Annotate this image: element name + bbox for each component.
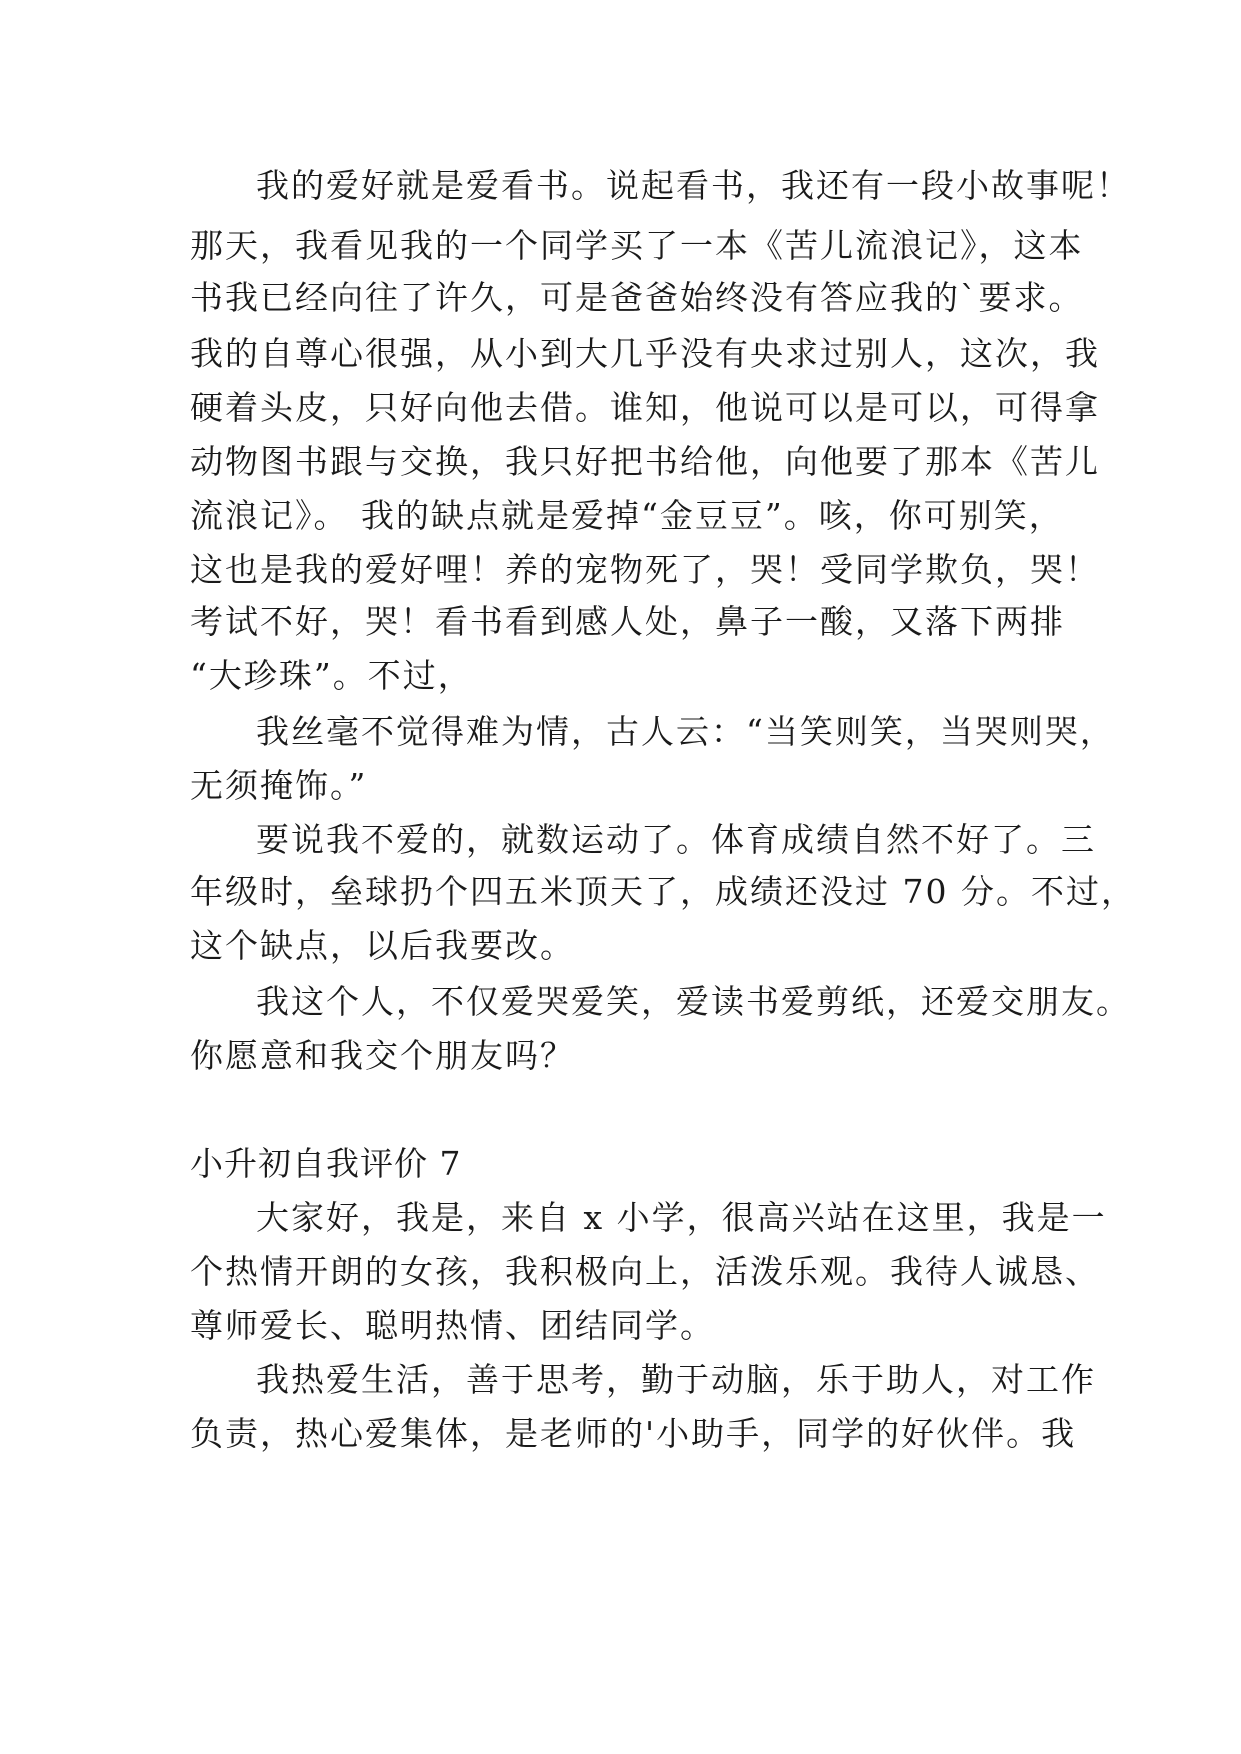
paragraph-line: 我的自尊心很强，从小到大几乎没有央求过别人，这次，我 [190,334,1100,373]
paragraph-line: 动物图书跟与交换，我只好把书给他，向他要了那本《苦儿 [190,442,1100,481]
paragraph-line: 大家好，我是，来自 x 小学，很高兴站在这里，我是一 [256,1198,1107,1237]
paragraph-line: 流浪记》。 我的缺点就是爱掉“金豆豆”。咳，你可别笑， [190,496,1064,535]
paragraph-line: 年级时，垒球扔个四五米顶天了，成绩还没过 70 分。不过， [190,872,1136,911]
paragraph-line: 要说我不爱的，就数运动了。体育成绩自然不好了。三 [256,820,1096,859]
paragraph-line: 我热爱生活，善于思考，勤于动脑，乐于助人，对工作 [256,1360,1096,1399]
paragraph-line: 这也是我的爱好哩！养的宠物死了，哭！受同学欺负，哭！ [190,550,1100,589]
paragraph-line: 你愿意和我交个朋友吗？ [190,1036,575,1075]
section-heading: 小升初自我评价 7 [190,1144,462,1183]
paragraph-line: 书我已经向往了许久，可是爸爸始终没有答应我的`要求。 [190,278,1084,317]
paragraph-line: 我的爱好就是爱看书。说起看书，我还有一段小故事呢！ [256,166,1131,205]
paragraph-line: 我丝毫不觉得难为情，古人云：“当笑则笑，当哭则哭， [256,712,1115,751]
paragraph-line: 我这个人，不仅爱哭爱笑，爱读书爱剪纸，还爱交朋友。 [256,982,1131,1021]
paragraph-line: “大珍珠”。不过， [190,656,473,695]
paragraph-line: 个热情开朗的女孩，我积极向上，活泼乐观。我待人诚恳、 [190,1252,1100,1291]
paragraph-line: 尊师爱长、聪明热情、团结同学。 [190,1306,715,1345]
paragraph-line: 考试不好，哭！看书看到感人处，鼻子一酸，又落下两排 [190,602,1065,641]
paragraph-line: 那天，我看见我的一个同学买了一本《苦儿流浪记》，这本 [190,226,1084,265]
paragraph-line: 这个缺点，以后我要改。 [190,926,575,965]
paragraph-line: 无须掩饰。” [190,766,368,805]
paragraph-line: 硬着头皮，只好向他去借。谁知，他说可以是可以，可得拿 [190,388,1100,427]
paragraph-line: 负责，热心爱集体，是老师的'小助手，同学的好伙伴。我 [190,1414,1077,1453]
